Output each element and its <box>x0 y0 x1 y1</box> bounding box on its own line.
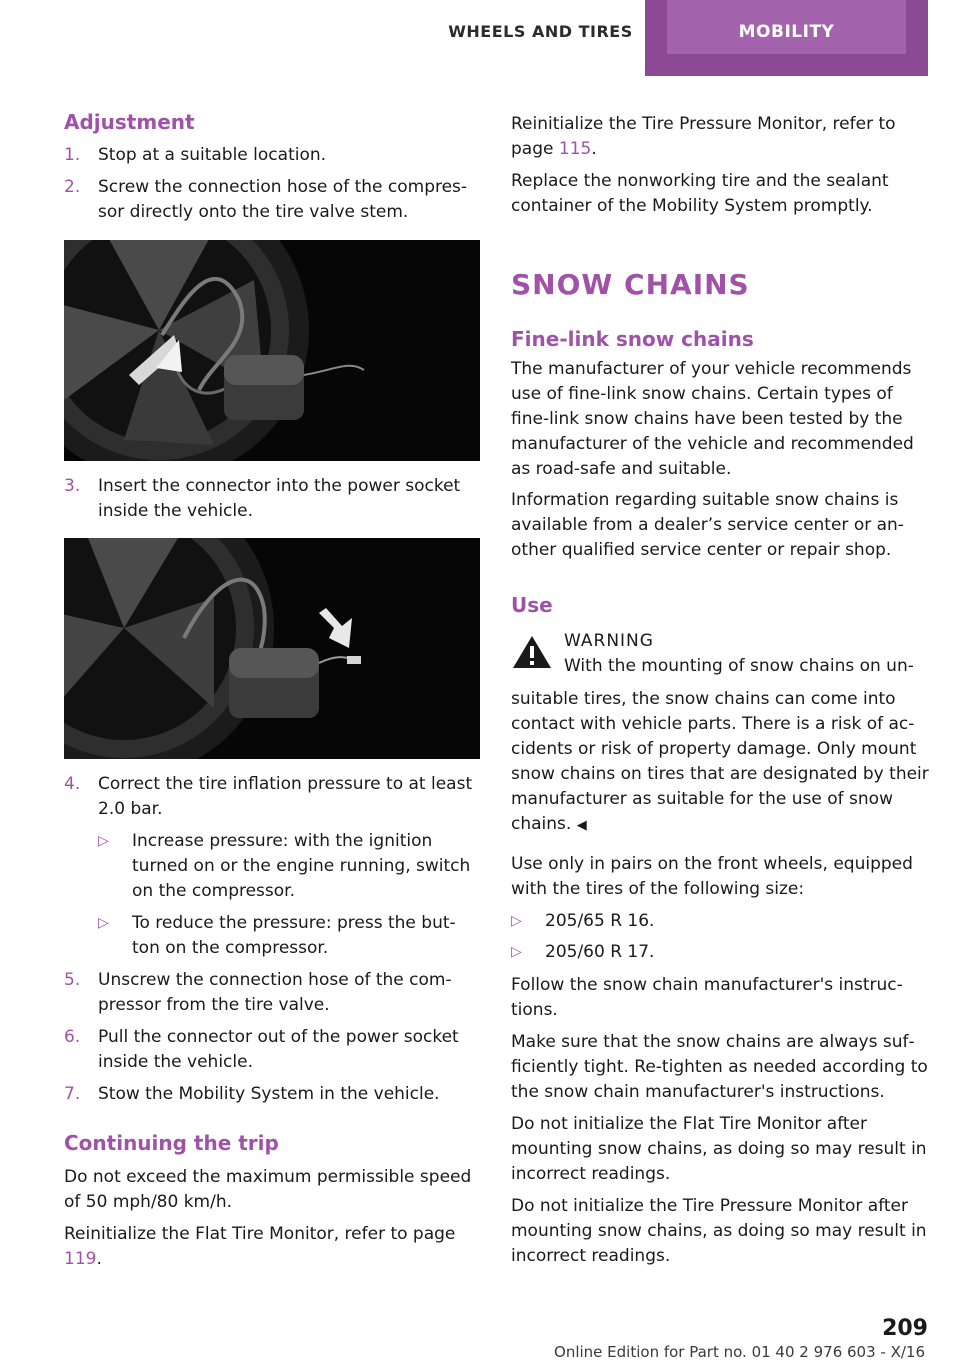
tightness-text: Make sure that the snow chains are always suf‐ ficiently tight. Re-tighten as needed according to the snow chain manufacturer's instructions. <box>511 1032 928 1102</box>
step-text: Screw the connection hose of the compres‐ sor directly onto the tire valve stem. <box>98 177 468 222</box>
size-item-2 <box>511 940 929 965</box>
step-text: Unscrew the connection hose of the com‐ pressor from the tire valve. <box>98 970 452 1015</box>
triangle-bullet-icon: ▷ <box>511 944 522 960</box>
triangle-bullet-icon: ▷ <box>98 833 109 849</box>
step-text: Correct the tire inflation pressure to at least 2.0 bar. <box>98 774 473 819</box>
reinit-text: Reinitialize the Flat Tire Monitor, refer to page <box>64 1224 456 1244</box>
sub-bullet-text: Increase pressure: with the ignition turned on or the engine running, switch on the compressor. <box>132 831 471 901</box>
warning-body <box>511 687 929 838</box>
end-mark-icon: ◀ <box>576 818 587 833</box>
step-1 <box>64 143 482 168</box>
use-pairs-text: Use only in pairs on the front wheels, equipped with the tires of the following size: <box>511 854 913 899</box>
page-link-119[interactable]: 119 <box>64 1249 97 1269</box>
step-4 <box>64 772 482 822</box>
step-number: 7. <box>64 1084 81 1104</box>
triangle-bullet-icon: ▷ <box>511 913 522 929</box>
step-text: Pull the connector out of the power socket inside the vehicle. <box>98 1027 459 1072</box>
fine-link-text: The manufacturer of your vehicle recommends use of fine-link snow chains. Certain types of fine-link snow chains have been tested by the manufacturer of the vehicle and recommended as road-safe and suitable. <box>511 359 914 479</box>
reinit-text: Reinitialize the Tire Pressure Monitor, refer to page <box>511 114 896 159</box>
triangle-bullet-icon: ▷ <box>98 915 109 931</box>
use-heading: Use <box>511 593 553 617</box>
step-text: Stow the Mobility System in the vehicle. <box>98 1084 440 1104</box>
fine-link-heading: Fine-link snow chains <box>511 327 754 351</box>
tpm-reinit-text <box>511 112 929 162</box>
continuing-speed-text: Do not exceed the maximum permissible speed of 50 mph/80 km/h. <box>64 1167 472 1212</box>
step-7 <box>64 1082 482 1107</box>
warning-first-line: With the mounting of snow chains on un‐ <box>564 656 914 676</box>
power-socket-connector-photo <box>64 538 480 759</box>
period: . <box>96 1249 102 1269</box>
chapter-tab <box>645 0 928 76</box>
size-item-1 <box>511 909 929 934</box>
replace-tire-text: Replace the nonworking tire and the sealant container of the Mobility System promptly. <box>511 171 889 216</box>
step-number: 5. <box>64 970 81 990</box>
edition-footer: Online Edition for Part no. 01 40 2 976 603 - X/16 <box>554 1343 925 1361</box>
step-3 <box>64 474 482 524</box>
continuing-reinit-text <box>64 1222 482 1272</box>
chapter-tab-label: MOBILITY <box>738 22 835 42</box>
snow-chain-info-text: Information regarding suitable snow chains is available from a dealer’s service center or an‐ other qualified service center or repair shop. <box>511 490 904 560</box>
page-number: 209 <box>882 1316 928 1341</box>
adjustment-heading: Adjustment <box>64 110 195 134</box>
step-text: Stop at a suitable location. <box>98 145 327 165</box>
sub-bullet-increase <box>64 829 482 904</box>
page-header <box>0 0 960 78</box>
step-number: 6. <box>64 1027 81 1047</box>
warning-label: WARNING <box>564 631 654 651</box>
size-text: 205/65 R 16. <box>545 911 655 931</box>
warning-text: suitable tires, the snow chains can come into contact with vehicle parts. There is a risk of ac‐ cidents or risk of property damage. Only mount snow chains on tires that are designated by their manufacturer as suitable for the use of snow chains. <box>511 689 929 834</box>
sub-bullet-text: To reduce the pressure: press the but‐ ton on the compressor. <box>132 913 456 958</box>
step-text: Insert the connector into the power socket inside the vehicle. <box>98 476 461 521</box>
warning-triangle-icon <box>511 634 553 670</box>
follow-instructions-text: Follow the snow chain manufacturer's instruc‐ tions. <box>511 975 903 1020</box>
tire-pressure-monitor-text: Do not initialize the Tire Pressure Monitor after mounting snow chains, as doing so may result in incorrect readings. <box>511 1196 927 1266</box>
step-number: 1. <box>64 145 81 165</box>
step-6 <box>64 1025 482 1075</box>
size-text: 205/60 R 17. <box>545 942 655 962</box>
period: . <box>591 139 597 159</box>
step-number: 3. <box>64 476 81 496</box>
compressor-hose-photo <box>64 240 480 461</box>
step-5 <box>64 968 482 1018</box>
step-number: 4. <box>64 774 81 794</box>
flat-tire-monitor-text: Do not initialize the Flat Tire Monitor after mounting snow chains, as doing so may result in incorrect readings. <box>511 1114 927 1184</box>
step-number: 2. <box>64 177 81 197</box>
page-link-115[interactable]: 115 <box>558 139 592 159</box>
step-2 <box>64 175 482 225</box>
snow-chains-heading: SNOW CHAINS <box>511 268 750 301</box>
continuing-heading: Continuing the trip <box>64 1131 279 1155</box>
section-title: WHEELS AND TIRES <box>448 22 633 41</box>
sub-bullet-reduce <box>64 911 482 961</box>
